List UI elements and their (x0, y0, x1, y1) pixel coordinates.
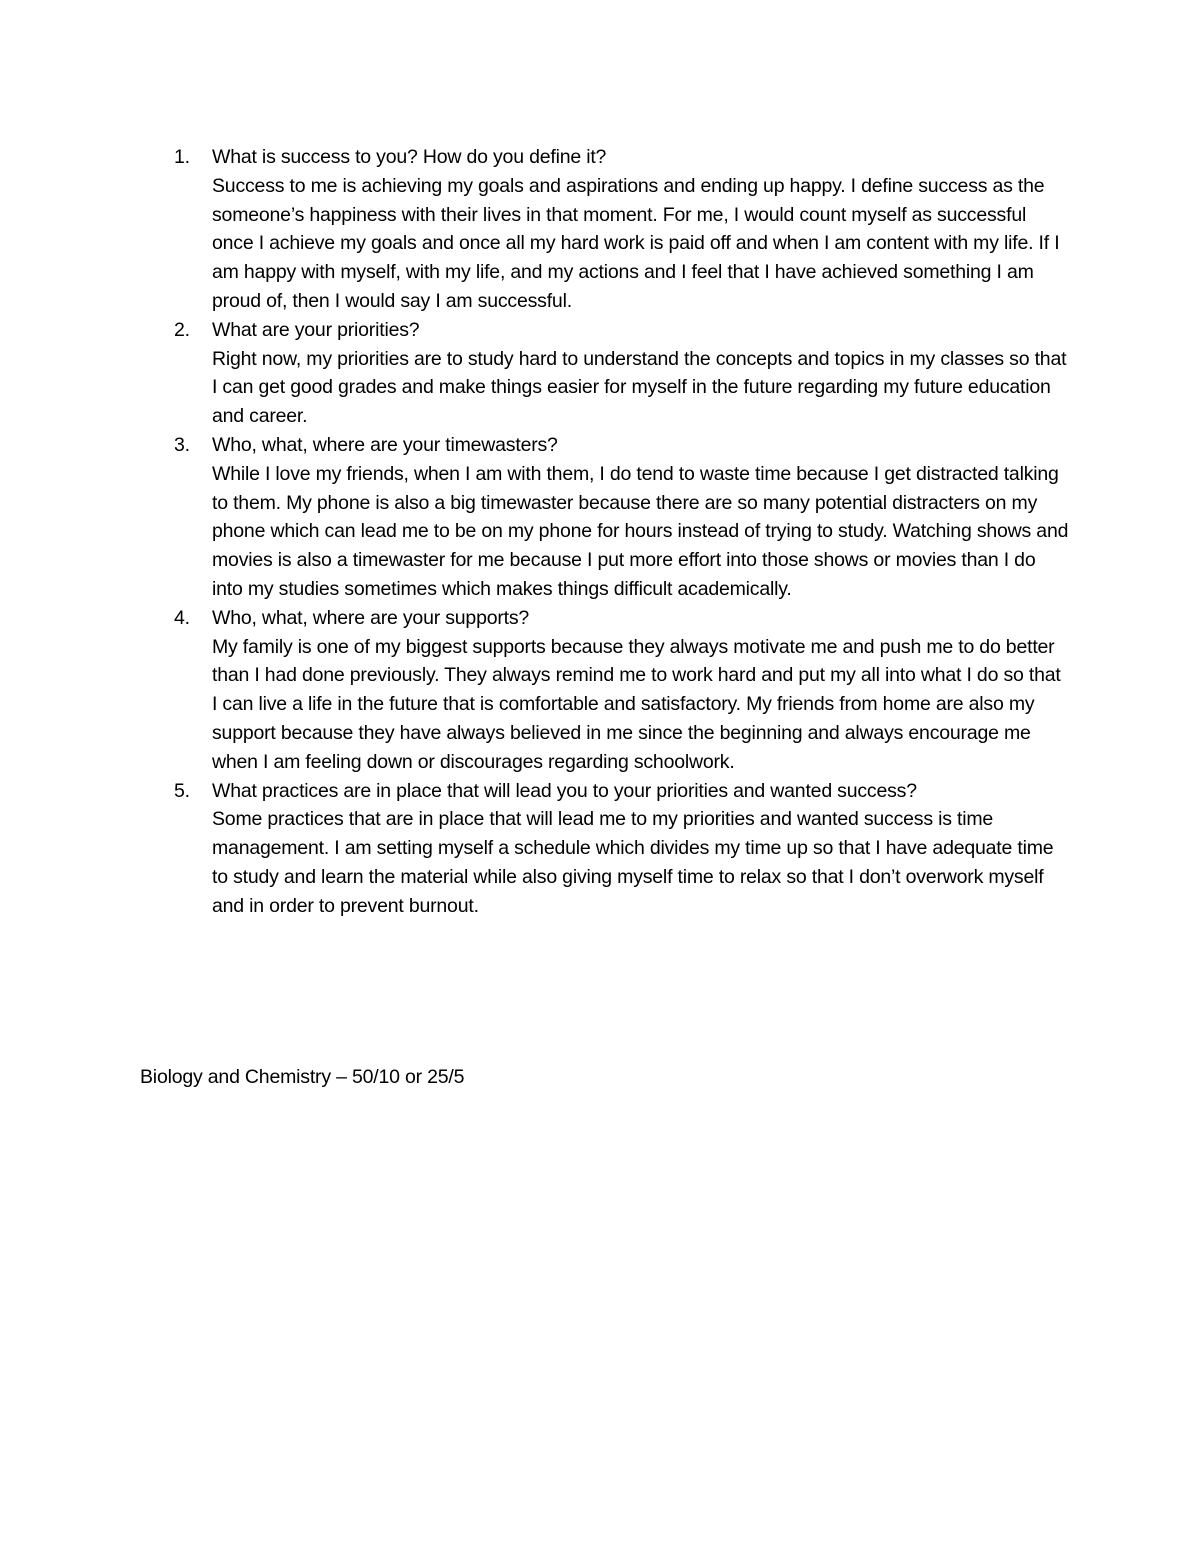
list-item-2 (140, 316, 1070, 431)
item-number: 4. (174, 606, 190, 629)
question-text: What is success to you? How do you define it? (212, 146, 607, 168)
item-number: 5. (174, 779, 190, 802)
footer-note: Biology and Chemistry – 50/10 or 25/5 (140, 1066, 465, 1088)
question-text: What practices are in place that will lead you to your priorities and wanted success? (212, 779, 917, 802)
list-item-3 (140, 431, 1070, 604)
list-item-4 (140, 604, 1070, 777)
answer-text: Some practices that are in place that will lead me to my priorities and wanted success is time management. I am setting myself a schedule which divides my time up so that I have adequate time to study and learn the material while also giving myself time to relax so that I don’t overwork myself and in order to prevent burnout. (212, 808, 1054, 917)
question-list (140, 143, 1070, 921)
item-number: 1. (174, 146, 190, 168)
answer-text: Success to me is achieving my goals and aspirations and ending up happy. I define success as the someone’s happiness with their lives in that moment. For me, I would count myself as successful once I achieve my goals and once all my hard work is paid off and when I am content with my life. If I am happy with myself, with my life, and my actions and I feel that I have achieved something I am proud of, then I would say I am successful. (212, 174, 1060, 312)
answer-text: Right now, my priorities are to study hard to understand the concepts and topics in my classes so that I can get good grades and make things easier for myself in the future regarding my future education and career. (212, 347, 1067, 428)
answer-text: While I love my friends, when I am with them, I do tend to waste time because I get distracted talking to them. My phone is also a big timewaster because there are so many potential distracters on my phone which can lead me to be on my phone for hours instead of trying to study. Watching shows and movies is also a timewaster for me because I put more effort into those shows or movies than I do into my studies sometimes which makes things difficult academically. (212, 462, 1069, 600)
list-item-1 (140, 143, 1070, 316)
question-text: Who, what, where are your timewasters? (212, 433, 558, 456)
item-number: 3. (174, 433, 190, 456)
item-number: 2. (174, 318, 190, 341)
list-item-5 (140, 777, 1070, 921)
question-text: Who, what, where are your supports? (212, 606, 530, 629)
answer-text: My family is one of my biggest supports because they always motivate me and push me to do better than I had done previously. They always remind me to work hard and put my all into what I do so that I can live a life in the future that is comfortable and satisfactory. My friends from home are also my support because they have always believed in me since the beginning and always encourage me when I am feeling down or discourages regarding schoolwork. (212, 635, 1061, 773)
question-text: What are your priorities? (212, 318, 420, 341)
